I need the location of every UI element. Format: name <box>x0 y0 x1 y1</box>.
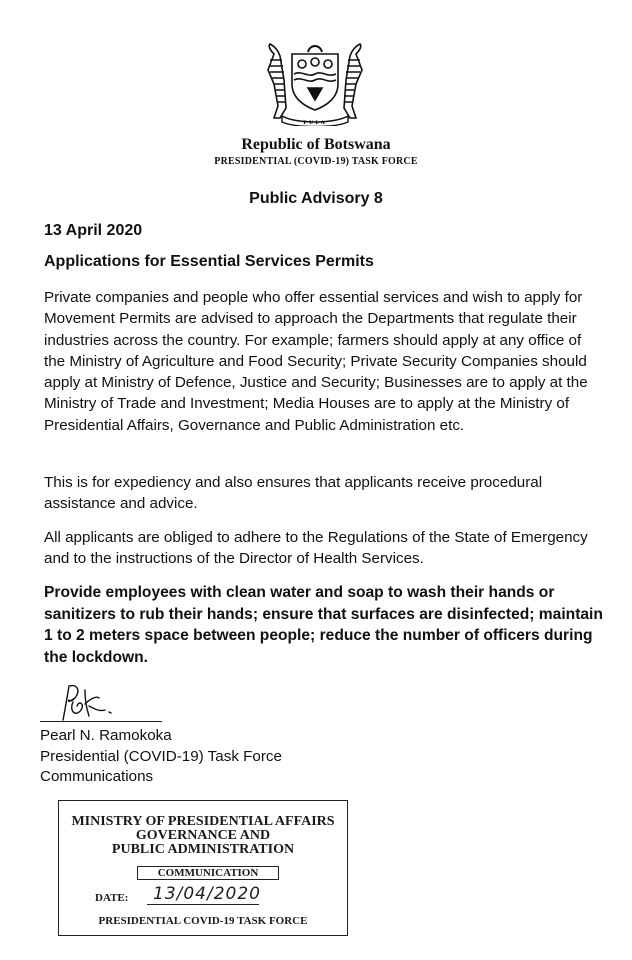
stamp-date-label: DATE: <box>95 892 129 904</box>
advisory-title: Public Advisory 8 <box>249 190 383 207</box>
tusk-crest <box>308 46 322 52</box>
shield <box>292 54 338 110</box>
left-zebra-supporter <box>268 44 286 118</box>
paragraph-expediency: This is for expediency and also ensures that applicants receive procedural assistance and advice. <box>44 474 543 513</box>
signatory-role: Presidential (COVID-19) Task Force <box>40 747 282 765</box>
paragraph-permits: Private companies and people who offer essential services and wish to apply for Movement Permits are advised to approach the Departments that regulate their industries across the country. For example; farmers should apply at any office of the Ministry of Agriculture and Food Security; Private Security Companies should apply at Ministry of Defence, Justice and Security; Businesses are to apply at the Ministry of Trade and Investment; Media Houses are to apply at the Ministry of Presidential Affairs, Governance and Public Administration etc. <box>44 289 588 434</box>
paragraph-regulations: All applicants are obliged to adhere to the Regulations of the State of Emergency and to the instructions of the Director of Health Services. <box>44 529 588 568</box>
stamp-date-handwritten: 13/04/2020 <box>153 884 261 904</box>
signatory-block <box>40 726 282 788</box>
task-force-subtitle: PRESIDENTIAL (COVID-19) TASK FORCE <box>214 156 418 167</box>
republic-title: Republic of Botswana <box>241 136 391 153</box>
stamp-communication-box: COMMUNICATION <box>137 866 279 880</box>
right-zebra-supporter <box>344 44 362 118</box>
signatory-unit: Communications <box>40 768 154 785</box>
paragraph-hygiene-measures: Provide employees with clean water and soap to wash their hands or sanitizers to rub their hands; ensure that surfaces are disinfected; maintain 1 to 2 meters space between people; reduce the number of officers during the lockdown. <box>44 584 603 666</box>
advisory-date: 13 April 2020 <box>44 222 143 239</box>
stamp-ministry-line: MINISTRY OF PRESIDENTIAL AFFAIRS <box>71 814 335 829</box>
stamp-date-underline <box>147 904 259 905</box>
signatory-name: Pearl N. Ramokoka <box>40 727 172 744</box>
handwritten-signature <box>55 680 135 724</box>
signature-line <box>40 721 162 722</box>
stamp-administration-line: PUBLIC ADMINISTRATION <box>111 842 295 857</box>
coat-of-arms-emblem <box>256 40 374 126</box>
stamp-footer: PRESIDENTIAL COVID-19 TASK FORCE <box>98 915 308 927</box>
ministry-stamp <box>58 800 348 936</box>
advisory-heading: Applications for Essential Services Permits <box>44 253 374 270</box>
motto-scroll <box>282 116 348 126</box>
stamp-governance-line: GOVERNANCE AND <box>135 828 271 843</box>
motto-text: PULA <box>303 120 327 126</box>
